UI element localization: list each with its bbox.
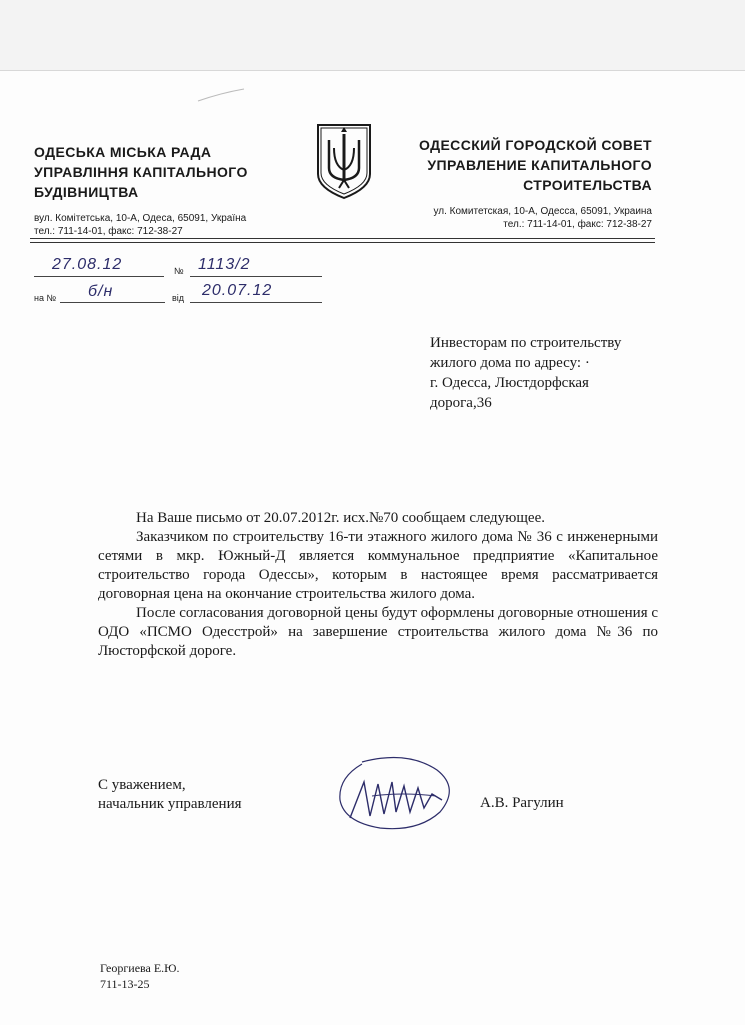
letterhead-right-line: СТРОИТЕЛЬСТВА	[523, 177, 652, 193]
ukraine-trident-icon	[315, 122, 373, 200]
letterhead-left-line: ОДЕСЬКА МІСЬКА РАДА	[34, 144, 212, 160]
letterhead-left	[34, 142, 248, 202]
ref-date-label: від	[172, 293, 185, 303]
executor-block	[100, 960, 180, 992]
ref-label: на №	[34, 293, 57, 303]
address-line: вул. Комітетська, 10-А, Одеса, 65091, Україна	[34, 213, 247, 224]
letterhead-left-line: БУДІВНИЦТВА	[34, 184, 139, 200]
outgoing-number: 1113/2	[198, 256, 251, 273]
ref-date: 20.07.12	[202, 282, 273, 299]
recipient-block	[430, 333, 621, 413]
ref-number-line	[60, 302, 165, 303]
letterhead-right	[419, 135, 652, 195]
outgoing-date: 27.08.12	[52, 256, 123, 273]
body-paragraph: На Ваше письмо от 20.07.2012г. исх.№70 сообщаем следующее.	[136, 510, 545, 526]
signature-image	[332, 752, 464, 834]
letterhead-right-address	[433, 205, 652, 231]
ref-number: б/н	[88, 283, 114, 300]
letterhead-left-line: УПРАВЛІННЯ КАПІТАЛЬНОГО	[34, 164, 248, 180]
outgoing-number-line	[190, 276, 322, 277]
address-line: ул. Комитетская, 10-А, Одесса, 65091, Украина	[433, 206, 652, 217]
closing-greeting: С уважением,	[98, 777, 186, 793]
recipient-line: дорога,36	[430, 395, 492, 411]
recipient-line: Инвесторам по строительству	[430, 335, 622, 351]
phone-line: тел.: 711-14-01, факс: 712-38-27	[34, 226, 183, 237]
letterhead-right-line: УПРАВЛЕНИЕ КАПИТАЛЬНОГО	[427, 157, 652, 173]
paper-crease	[196, 87, 256, 107]
letterhead-right-line: ОДЕССКИЙ ГОРОДСКОЙ СОВЕТ	[418, 137, 652, 153]
letter-body	[98, 509, 658, 661]
executor-phone: 711-13-25	[100, 977, 150, 991]
signer-name: А.В. Рагулин	[480, 795, 564, 811]
recipient-line: жилого дома по адресу: ·	[430, 355, 590, 371]
body-paragraph: Заказчиком по строительству 16-ти этажного жилого дома № 36 с инженерными сетями в мкр. Южный-Д является коммунальное предприятие «Капитальное строительство города Одессы», которым в настоящее время рассматривается договорная цена на окончание строительства жилого дома.	[98, 529, 658, 602]
letterhead-left-address	[34, 212, 246, 238]
header-divider	[30, 242, 655, 243]
closing-title: начальник управления	[98, 796, 242, 812]
body-paragraph: После согласования договорной цены будут оформлены договорные отношения с ОДО «ПСМО Одесстрой» на завершение строительства жилого дома №36 по Люсторфской дороге.	[98, 605, 658, 659]
outgoing-date-line	[34, 276, 164, 277]
closing-block	[98, 776, 242, 814]
number-label: №	[174, 266, 184, 276]
phone-line: тел.: 711-14-01, факс: 712-38-27	[503, 219, 652, 230]
header-divider	[30, 238, 655, 239]
ref-date-line	[190, 302, 322, 303]
recipient-line: г. Одесса, Люстдорфская	[430, 375, 589, 391]
executor-name: Георгиева Е.Ю.	[100, 961, 180, 975]
